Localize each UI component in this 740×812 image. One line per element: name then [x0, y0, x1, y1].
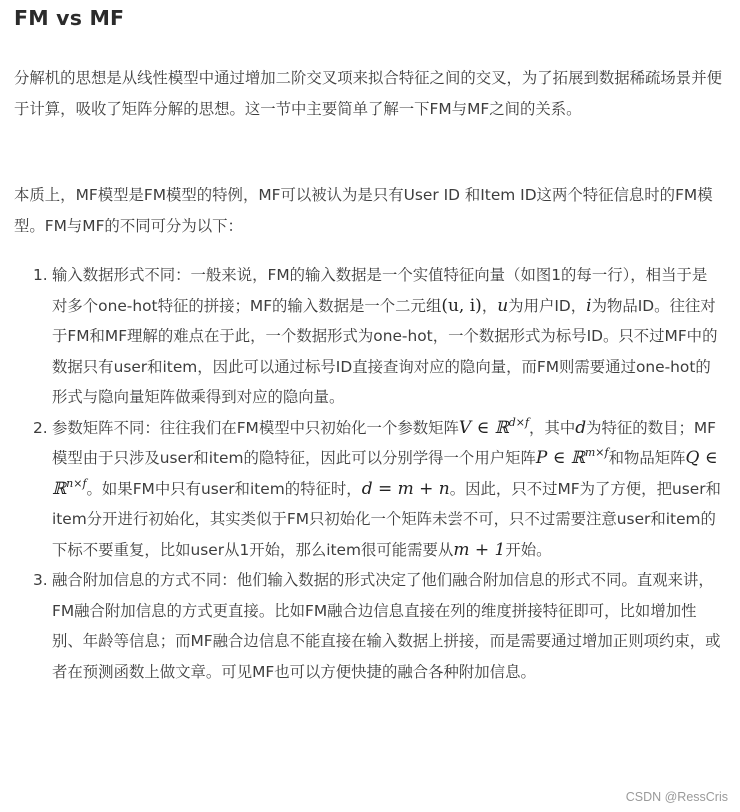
list-item	[0, 260, 740, 413]
math-variable: d	[575, 417, 587, 438]
math-expression: P ∈ ℝ$^{m\times f}$	[535, 446, 609, 468]
list-item	[0, 565, 740, 687]
list-text: 。因此，只不过MF为了方便，把user和item分开进行初始化，其实类似于FM只初始化一个矩阵未尝不可，只不过需要注意user和item的下标不要重复，比如user从1开始，那么item很可能需要从	[52, 479, 721, 559]
list-text: ，	[481, 296, 498, 315]
essence-paragraph: 本质上，MF模型是FM模型的特例，MF可以被认为是只有User ID 和Item ID这两个特征信息时的FM模型。FM与MF的不同可分为以下：	[14, 186, 713, 235]
list-text: 和物品矩阵	[608, 449, 686, 467]
list-item	[0, 413, 740, 566]
list-text: 输入数据形式不同：一般来说，FM的输入数据是一个实值特征向量（如图1的每一行），相当于是对多个one-hot特征的拼接；MF的输入数据是一个二元组	[52, 266, 708, 315]
list-number: 1.	[33, 266, 48, 284]
math-equation: d = m + n	[361, 478, 450, 499]
page-title: FM vs MF	[14, 6, 125, 30]
list-number: 3.	[33, 571, 48, 589]
list-text: 为用户ID，	[508, 296, 587, 315]
math-expression: V ∈ ℝ$^{d\times f}$	[458, 415, 530, 438]
math-expression: Q ∈ ℝ$^{n\times f}$	[52, 448, 718, 499]
intro-paragraph: 分解机的思想是从线性模型中通过增加二阶交叉项来拟合特征之间的交叉，为了拓展到数据稀疏场景并便于计算，吸收了矩阵分解的思想。这一节中主要简单了解一下FM与MF之间的关系。	[14, 69, 722, 118]
list-text: 参数矩阵不同：往往我们在FM模型中只初始化一个参数矩阵	[52, 418, 459, 437]
math-tuple: (u, i)	[441, 295, 482, 316]
watermark: CSDN @RessCris	[625, 790, 728, 804]
math-expression: m + 1	[453, 539, 506, 560]
list-number: 2.	[33, 418, 48, 437]
list-text: 为物品ID。往往对于FM和MF理解的难点在于此，一个数据形式为one-hot，一个数据形式为标号ID。只不过MF中的数据只有user和item，因此可以通过标号ID直接查询对应的隐向量，而FM则需要通过one-hot的形式与隐向量矩阵做乘得到对应的隐向量。	[52, 296, 718, 406]
difference-list	[0, 260, 740, 687]
list-text: ，其中	[529, 418, 576, 437]
math-variable: i	[586, 295, 592, 316]
list-text: 。如果FM中只有user和item的特征时，	[86, 479, 362, 498]
math-variable: u	[497, 295, 509, 316]
list-text: 融合附加信息的方式不同：他们输入数据的形式决定了他们融合附加信息的形式不同。直观来讲，FM融合附加信息的方式更直接。比如FM融合边信息直接在列的维度拼接特征即可，比如增加性别、年龄等信息；而MF融合边信息不能直接在输入数据上拼接，而是需要通过增加正则项约束，或者在预测函数上做文章。可见MF也可以方便快捷的融合各种附加信息。	[52, 571, 721, 681]
list-text: 为特征的数目；MF模型由于只涉及user和item的隐特征，因此可以分别学得一个用户矩阵	[52, 418, 716, 467]
list-text: 开始。	[505, 540, 552, 559]
